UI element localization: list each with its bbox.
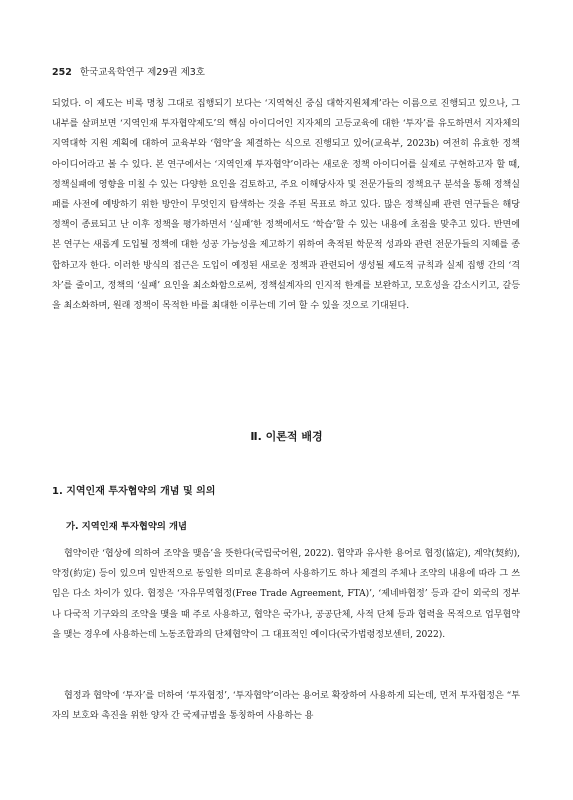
- page-number: 252: [52, 67, 72, 78]
- body-paragraph-3: 협정과 협약에 ‘투자’를 더하여 ‘투자협정’, ‘투자협약’이라는 용어로 확장하여 사용하게 되는데, 먼저 투자협정은 “투자의 보호와 촉진을 위한 양자 간 국제규범을 통칭하여 사용하는 용: [52, 691, 520, 722]
- subsection-heading: 1. 지역인재 투자협약의 개념 및 의의: [52, 486, 216, 497]
- subsubsection-heading: 가. 지역인재 투자협약의 개념: [66, 521, 188, 532]
- body-paragraph-2: 협약이란 ‘협상에 의하여 조약을 맺음’을 뜻한다(국립국어원, 2022). 협약과 유사한 용어로 협정(協定), 계약(契約), 약정(約定) 등이 있으며 일반적으로 동일한 의미로 혼용하여 사용하기도 하나 체결의 주체나 조약의 내용에 따라 그 쓰임은 다소 차이가 있다. 협정은 ‘자유무역협정(Free Trade Agreement, FTA)’, ‘제네바협정’ 등과 같이 외국의 정부나 다국적 기구와의 조약을 맺을 때 주로 사용하고, 협약은 국가나, 공공단체, 사적 단체 등과 협력을 목적으로 업무협약을 맺는 경우에 사용하는데 노동조합과의 단체협약이 그 대표적인 예이다(국가법령정보센터, 2022).: [52, 549, 520, 640]
- section-heading: Ⅱ. 이론적 배경: [250, 430, 323, 443]
- running-header: [52, 64, 205, 78]
- body-paragraph-1: 되었다. 이 제도는 비록 명칭 그대로 집행되기 보다는 ‘지역혁신 중심 대학지원체계’라는 이름으로 진행되고 있으나, 그 내부를 살펴보면 ‘지역인재 투자협약제도’의 핵심 아이디어인 지자체의 고등교육에 대한 ‘투자’를 유도하면서 지자체의 지역대학 지원 계획에 대하여 교육부와 ‘협약’을 체결하는 식으로 진행되고 있어(교육부, 2023b) 여전히 유효한 정책 아이디어라고 볼 수 있다. 본 연구에서는 ‘지역인재 투자협약’이라는 새로운 정책 아이디어를 실제로 구현하고자 할 때, 정책실패에 영향을 미칠 수 있는 다양한 요인을 검토하고, 주요 이해당사자 및 전문가들의 정책요구 분석을 통해 정책실패를 사전에 예방하기 위한 방안이 무엇인지 탐색하는 것을 주된 목표로 하고 있다. 많은 정책실패 관련 연구들은 해당 정책이 종료되고 난 이후 정책을 평가하면서 ‘실패’한 정책에서도 ‘학습’할 수 있는 내용에 초점을 맞추고 있다. 반면에 본 연구는 새롭게 도입될 정책에 대한 성공 가능성을 제고하기 위하여 축적된 학문적 성과와 관련 전문가들의 지혜를 종합하고자 한다. 이러한 방식의 접근은 도입이 예정된 새로운 정책과 관련되어 생성될 제도적 규칙과 실제 집행 간의 ‘격차’를 줄이고, 정책의 ‘실패’ 요인을 최소화함으로써, 정책설계자의 인지적 한계를 보완하고, 모호성을 감소시키고, 갈등을 최소화하며, 원래 정책이 목적한 바를 최대한 이루는데 기여 할 수 있을 것으로 기대된다.: [52, 99, 520, 312]
- journal-title: 한국교육학연구 제29권 제3호: [79, 67, 205, 78]
